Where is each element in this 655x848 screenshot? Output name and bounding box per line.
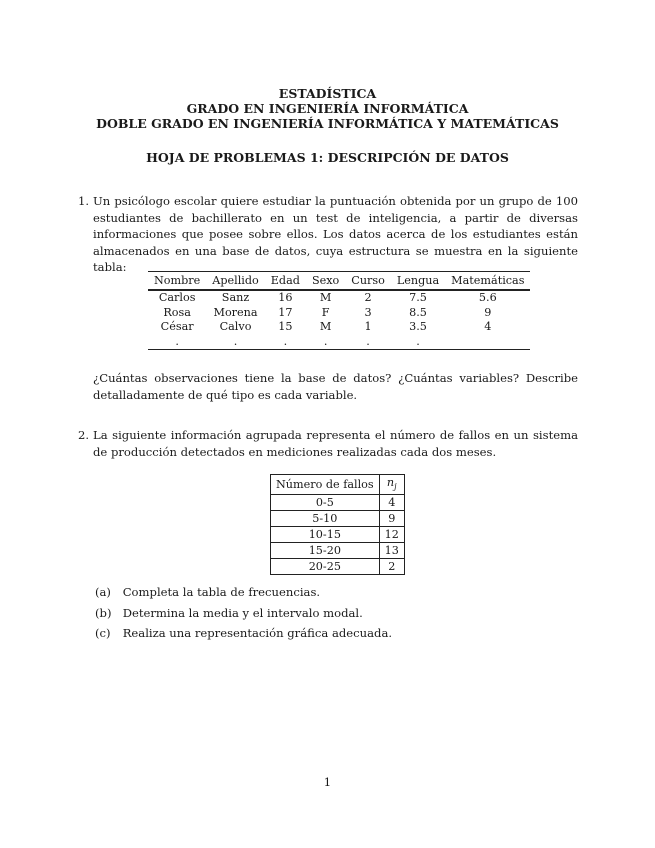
column-header: Edad xyxy=(270,274,300,287)
subitem-label: (c) xyxy=(95,626,111,640)
table-cell: 2 xyxy=(364,291,372,304)
column-header: Lengua xyxy=(396,274,440,287)
document-header xyxy=(0,86,655,131)
problem-text: La siguiente información agrupada representa el número de fallos en un sistema de producción detectados en mediciones realizadas cada dos meses. xyxy=(93,428,578,459)
table-cell: 9 xyxy=(484,305,492,319)
table-cell: M xyxy=(319,291,332,304)
sheet-title: HOJA DE PROBLEMAS 1: DESCRIPCIÓN DE DATOS xyxy=(146,150,509,165)
column-header: Matemáticas xyxy=(451,274,525,287)
table-cell: 3.5 xyxy=(409,320,427,333)
subitem-label: (b) xyxy=(95,605,112,620)
table-row xyxy=(148,320,530,335)
table-cell: 10-15 xyxy=(271,527,380,543)
problem-text: Un psicólogo escolar quiere estudiar la puntuación obtenida por un grupo de 100 estudiantes de bachillerato en un test de inteligencia, a partir de diversas informaciones que posee sobre ellos. Los datos acerca de los estudiantes están almacenados en una base de datos, cuya estructura se muestra en la siguiente tabla: xyxy=(93,194,578,274)
table-cell: Carlos xyxy=(158,291,196,304)
table-row xyxy=(271,511,405,527)
table-cell: 16 xyxy=(278,291,293,304)
table-cell: 4 xyxy=(379,495,404,511)
failures-frequency-table xyxy=(270,474,405,575)
table-cell xyxy=(445,335,530,350)
degree-title: GRADO EN INGENIERÍA INFORMÁTICA xyxy=(186,101,469,116)
table-header-row xyxy=(148,272,530,291)
table-row xyxy=(148,290,530,306)
table-row xyxy=(148,306,530,321)
table-cell: César xyxy=(160,320,194,333)
column-header: Curso xyxy=(351,274,385,287)
table-cell: 5.6 xyxy=(478,291,497,304)
subitem-text: Determina la media y el intervalo modal. xyxy=(122,605,363,620)
table-cell: 17 xyxy=(278,305,293,319)
table-cell: M xyxy=(319,320,332,333)
table-row xyxy=(271,527,405,543)
table-cell: 1 xyxy=(364,320,372,333)
problem-2 xyxy=(78,427,578,460)
table-cell: 3 xyxy=(364,305,372,319)
table-cell: . xyxy=(175,334,179,348)
column-header: Nombre xyxy=(154,274,201,287)
list-item xyxy=(95,625,575,646)
table-cell: 13 xyxy=(379,543,404,559)
table-cell: Rosa xyxy=(163,305,191,319)
table-row xyxy=(271,495,405,511)
problem-2-subitems xyxy=(95,584,575,646)
table-cell: . xyxy=(366,334,370,348)
table-cell: 5-10 xyxy=(271,511,380,527)
table-cell: Calvo xyxy=(219,320,252,333)
table-cell: F xyxy=(321,305,330,319)
column-header: Número de fallos xyxy=(271,475,380,495)
table-cell: 0-5 xyxy=(271,495,380,511)
list-item xyxy=(95,584,575,605)
column-header: Sexo xyxy=(311,274,340,287)
table-cell: 15 xyxy=(278,320,293,333)
table-cell: 9 xyxy=(379,511,404,527)
table-cell: 4 xyxy=(484,320,492,333)
table-cell: . xyxy=(323,334,328,348)
table-cell: 8.5 xyxy=(409,305,427,319)
table-row xyxy=(271,543,405,559)
subject-title: ESTADÍSTICA xyxy=(278,86,377,101)
problem-1 xyxy=(78,193,578,276)
column-header-nj: $n_j$ xyxy=(379,475,404,495)
problem-1-question xyxy=(78,370,578,403)
problem-number: 2. xyxy=(78,428,90,442)
column-header: Apellido xyxy=(212,274,259,287)
problem-number: 1. xyxy=(78,194,90,208)
table-cell: . xyxy=(233,334,238,348)
table-cell: 2 xyxy=(379,559,404,575)
table-cell: 7.5 xyxy=(409,291,427,304)
table-cell: 15-20 xyxy=(271,543,380,559)
subitem-label: (a) xyxy=(95,585,111,599)
table-cell: . xyxy=(416,334,420,348)
table-cell: Morena xyxy=(213,305,258,319)
table-row xyxy=(271,559,405,575)
table-cell: . xyxy=(283,334,288,348)
page-number: 1 xyxy=(323,775,332,789)
table-cell: 12 xyxy=(379,527,404,543)
table-row-ellipsis xyxy=(148,335,530,350)
table-cell: 20-25 xyxy=(271,559,380,575)
table-cell: Sanz xyxy=(221,291,250,304)
list-item xyxy=(95,605,575,626)
double-degree-title: DOBLE GRADO EN INGENIERÍA INFORMÁTICA Y MATEMÁTICAS xyxy=(96,116,559,131)
subitem-text: Completa la tabla de frecuencias. xyxy=(122,585,321,599)
table-header-row xyxy=(271,475,405,495)
subitem-text: Realiza una representación gráfica adecuada. xyxy=(122,626,393,640)
student-database-table xyxy=(148,271,530,350)
question-text: ¿Cuántas observaciones tiene la base de datos? ¿Cuántas variables? Describe detalladamente de qué tipo es cada variable. xyxy=(93,371,578,402)
